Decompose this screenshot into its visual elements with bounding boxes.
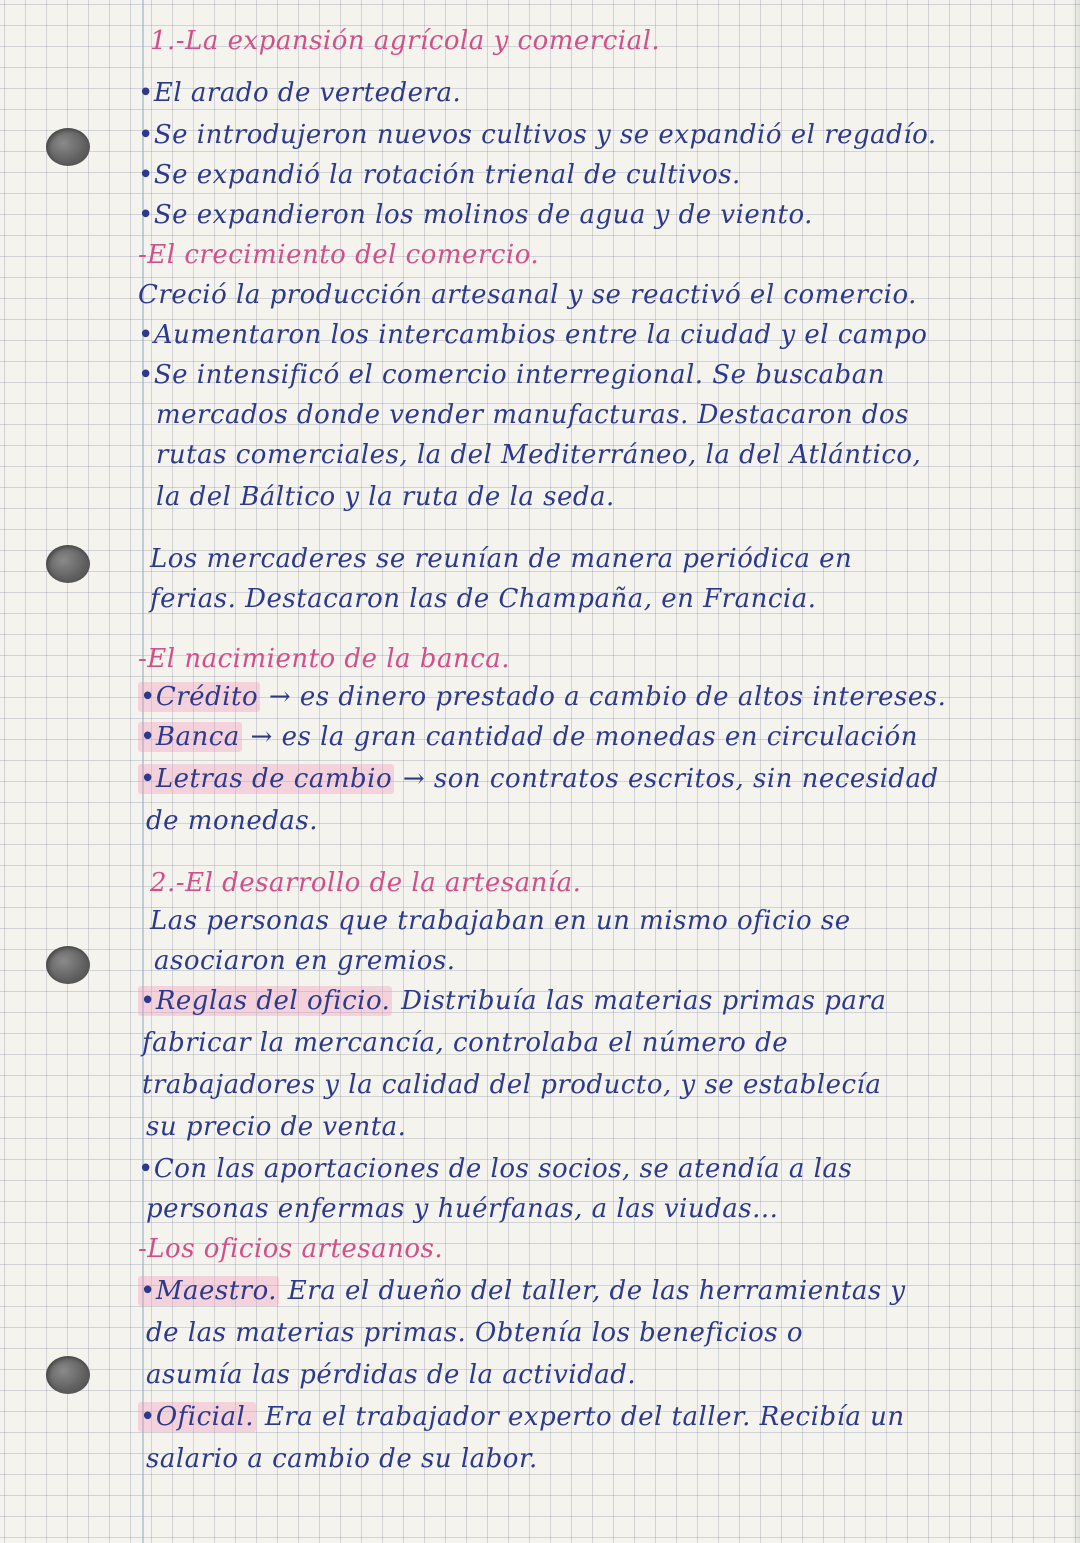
note-line: •Se expandieron los molinos de agua y de viento. bbox=[138, 200, 813, 230]
definition-oficial bbox=[138, 1400, 905, 1434]
binder-hole-icon bbox=[46, 545, 90, 583]
term-banca: •Banca bbox=[140, 722, 240, 752]
definition-reglas bbox=[138, 984, 886, 1018]
definition-text: → son contratos escritos, sin necesidad bbox=[402, 764, 939, 794]
definition-text: Distribuía las materias primas para bbox=[401, 986, 887, 1016]
term-credito: •Crédito bbox=[140, 682, 259, 712]
note-line: Las personas que trabajaban en un mismo oficio se bbox=[150, 906, 851, 936]
note-line: asociaron en gremios. bbox=[154, 946, 456, 976]
definition-text: → es dinero prestado a cambio de altos intereses. bbox=[268, 682, 947, 712]
note-line: rutas comerciales, la del Mediterráneo, la del Atlántico, bbox=[156, 440, 922, 470]
note-line: mercados donde vender manufacturas. Destacaron dos bbox=[156, 400, 909, 430]
note-line: Creció la producción artesanal y se reactivó el comercio. bbox=[138, 280, 917, 310]
subheading-oficios: -Los oficios artesanos. bbox=[138, 1234, 444, 1264]
subheading-comercio: -El crecimiento del comercio. bbox=[138, 240, 540, 270]
note-line: •Aumentaron los intercambios entre la ciudad y el campo bbox=[138, 320, 928, 350]
definition-text: → es la gran cantidad de monedas en circulación bbox=[250, 722, 918, 752]
note-line: salario a cambio de su labor. bbox=[146, 1444, 538, 1474]
term-letras-de-cambio: •Letras de cambio bbox=[140, 764, 393, 794]
definition-text: Era el dueño del taller, de las herramientas y bbox=[287, 1276, 906, 1306]
section-title-2: 2.-El desarrollo de la artesanía. bbox=[150, 868, 582, 898]
definition-text: Era el trabajador experto del taller. Recibía un bbox=[264, 1402, 905, 1432]
note-line: •El arado de vertedera. bbox=[138, 78, 462, 108]
note-line: la del Báltico y la ruta de la seda. bbox=[156, 482, 615, 512]
binder-hole-icon bbox=[46, 1356, 90, 1394]
note-line: su precio de venta. bbox=[146, 1112, 407, 1142]
note-line: trabajadores y la calidad del producto, y se establecía bbox=[142, 1070, 882, 1100]
binder-hole-icon bbox=[46, 128, 90, 166]
note-line: •Se expandió la rotación trienal de cultivos. bbox=[138, 160, 741, 190]
subheading-banca: -El nacimiento de la banca. bbox=[138, 644, 511, 674]
definition-letras bbox=[138, 762, 939, 796]
note-line: •Se intensificó el comercio interregional. Se buscaban bbox=[138, 360, 885, 390]
note-line: de monedas. bbox=[146, 806, 318, 836]
note-line: •Se introdujeron nuevos cultivos y se expandió el regadío. bbox=[138, 120, 937, 150]
definition-banca bbox=[138, 720, 918, 754]
term-maestro: •Maestro. bbox=[140, 1276, 278, 1306]
page-edge-shadow bbox=[1072, 0, 1080, 1543]
note-line: fabricar la mercancía, controlaba el número de bbox=[142, 1028, 789, 1058]
note-line: personas enfermas y huérfanas, a las viudas... bbox=[146, 1194, 779, 1224]
definition-credito bbox=[138, 680, 946, 714]
note-line: asumía las pérdidas de la actividad. bbox=[146, 1360, 637, 1390]
note-line: ferias. Destacaron las de Champaña, en Francia. bbox=[150, 584, 817, 614]
note-line: •Con las aportaciones de los socios, se atendía a las bbox=[138, 1154, 853, 1184]
note-line: de las materias primas. Obtenía los beneficios o bbox=[146, 1318, 804, 1348]
term-reglas-del-oficio: •Reglas del oficio. bbox=[140, 986, 391, 1016]
note-line: Los mercaderes se reunían de manera periódica en bbox=[150, 544, 853, 574]
definition-maestro bbox=[138, 1274, 906, 1308]
term-oficial: •Oficial. bbox=[140, 1402, 255, 1432]
section-title-1: 1.-La expansión agrícola y comercial. bbox=[150, 26, 661, 56]
binder-hole-icon bbox=[46, 946, 90, 984]
